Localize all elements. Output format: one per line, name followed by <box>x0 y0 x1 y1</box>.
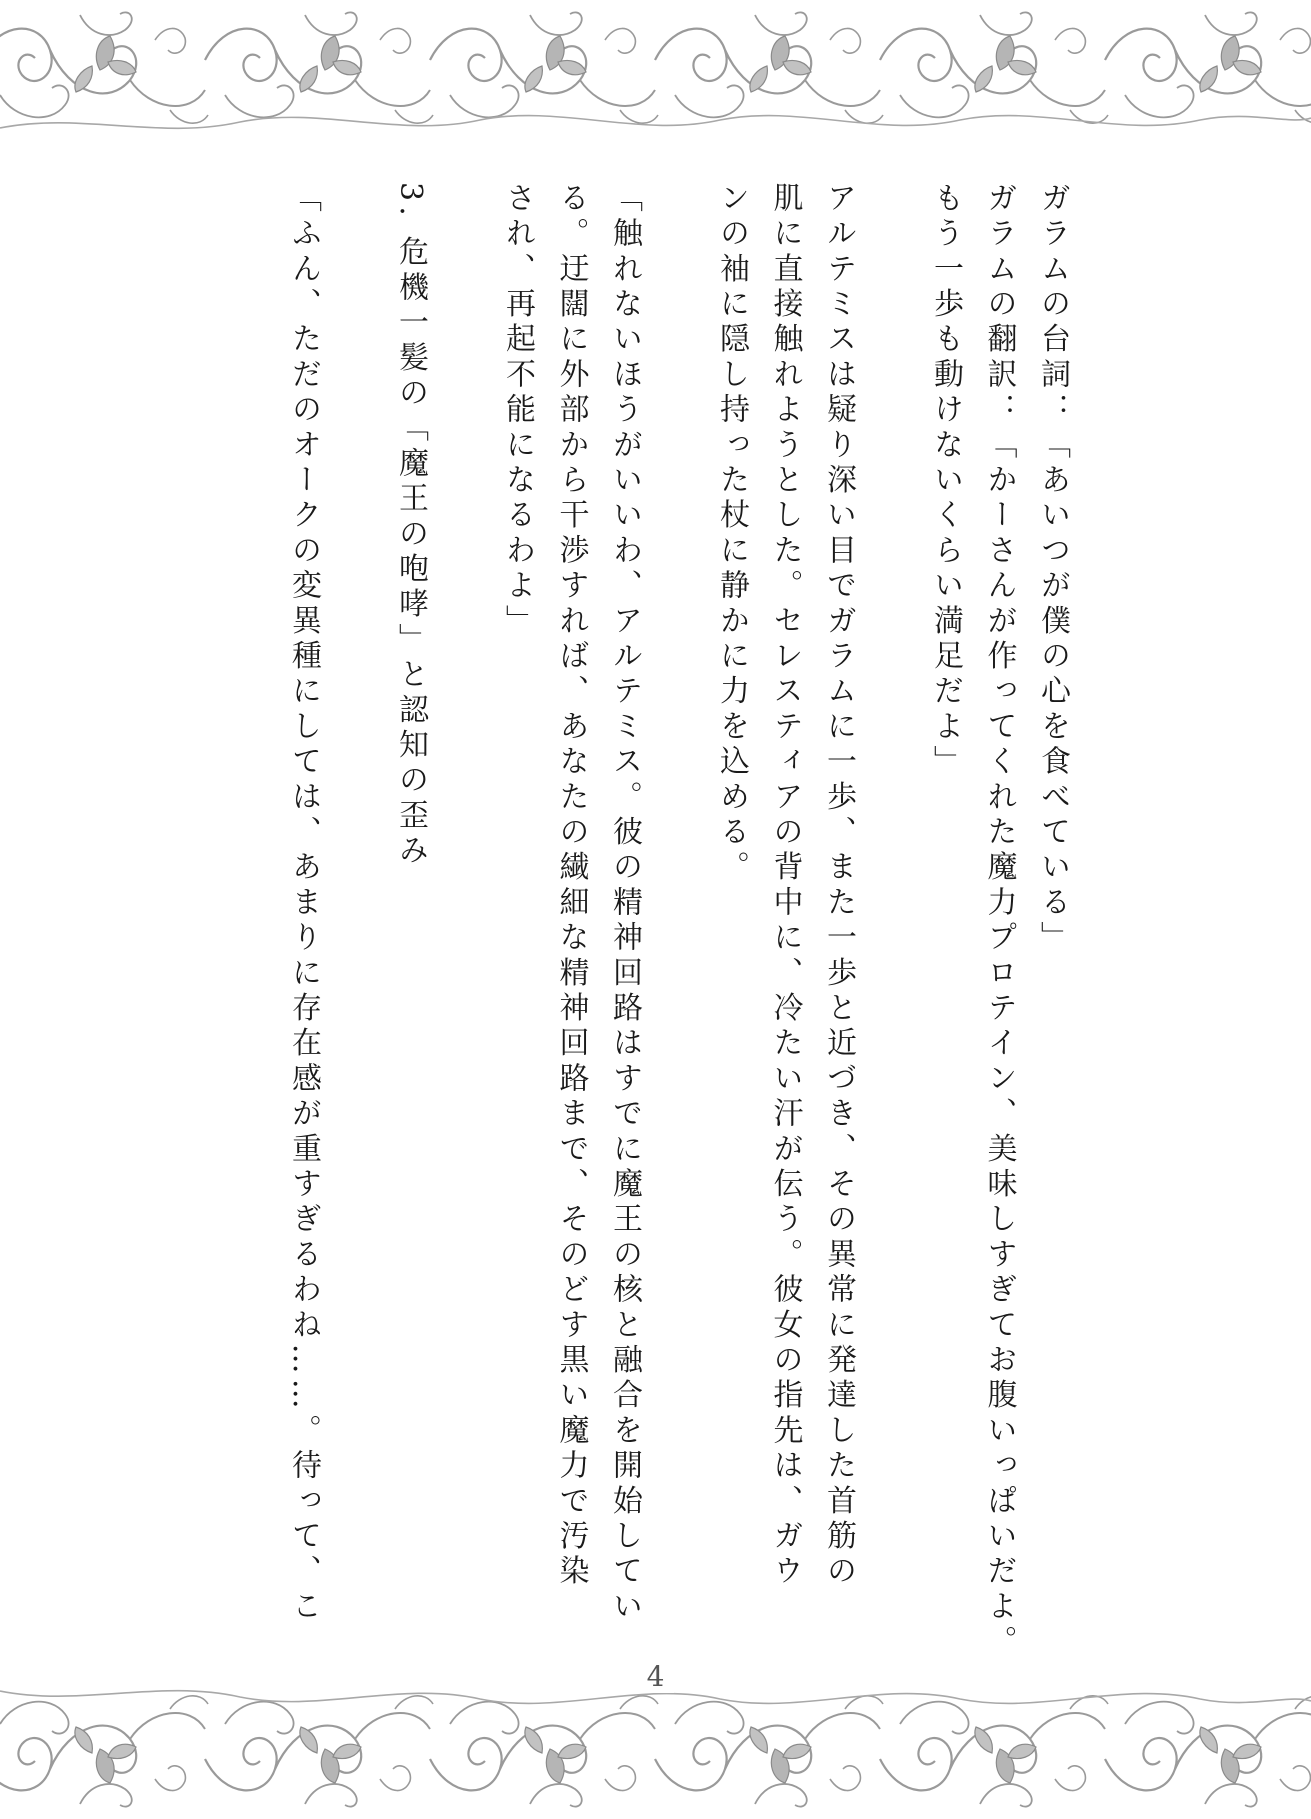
section-heading: 3. 危機一髪の「魔王の咆哮」と認知の歪み <box>393 182 428 870</box>
page-number <box>0 1660 1311 1693</box>
body-line: る。迂闊に外部から干渉すれば、あなたの繊細な精神回路まで、そのどす黒い魔力で汚染 <box>553 182 589 1590</box>
body-line: もう一歩も動けないくらい満足だよ」 <box>928 182 963 781</box>
body-line: 肌に直接触れようとした。セレスティアの背中に、冷たい汗が伝う。彼女の指先は、ガウ <box>767 182 803 1590</box>
floral-scroll-icon <box>0 0 1311 150</box>
body-line: ガラムの台詞：「あいつが僕の心を食べている」 <box>1035 182 1070 957</box>
body-line: され、再起不能になるわよ」 <box>500 182 535 640</box>
blank-line <box>330 182 384 1642</box>
top-ornament-border <box>0 0 1311 150</box>
body-line: ンの袖に隠し持った杖に静かに力を込める。 <box>714 182 749 886</box>
body-line: ガラムの翻訳：「かーさんが作ってくれた魔力プロテイン、美味しすぎてお腹いっぱいだよ。 <box>981 182 1017 1661</box>
body-line: アルテミスは疑り深い目でガラムに一歩、また一歩と近づき、その異常に発達した首筋の <box>821 182 856 1590</box>
vertical-body-text <box>277 182 1080 1661</box>
body-line: 「ふん、ただのオークの変異種にしては、あまりに存在感が重すぎるわね……。待って、こ <box>286 182 321 1626</box>
blank-line <box>437 182 491 1642</box>
page-number-label: 4 <box>637 1660 675 1693</box>
blank-line <box>865 182 919 1642</box>
body-line: 「触れないほうがいいわ、アルテミス。彼の精神回路はすでに魔王の核と融合を開始してい <box>607 182 642 1626</box>
blank-line <box>651 182 705 1642</box>
